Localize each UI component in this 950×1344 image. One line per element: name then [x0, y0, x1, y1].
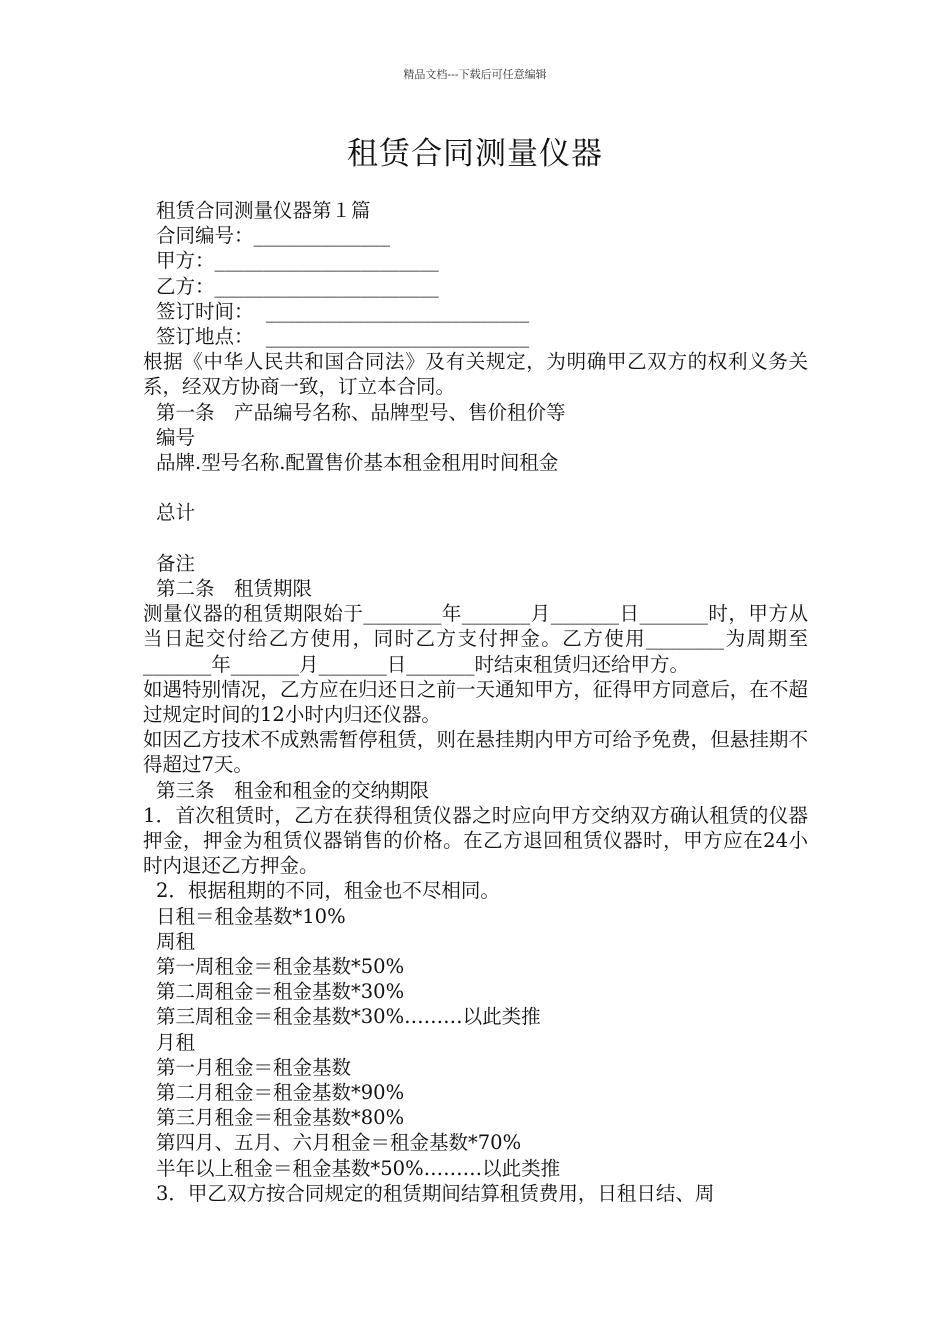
paragraph: 如遇特别情况，乙方应在归还日之前一天通知甲方，征得甲方同意后，在不超过规定时间的12小时内归还仪器。 — [143, 677, 808, 727]
paragraph: 1．首次租赁时，乙方在获得租赁仪器之时应向甲方交纳双方确认租赁的仪器押金，押金为租赁仪器销售的价格。在乙方退回租赁仪器时，甲方应在24小时内退还乙方押金。 — [143, 803, 808, 878]
paragraph: 测量仪器的租赁期限始于________年_______月_______日_______时，甲方从当日起交付给乙方使用，同时乙方支付押金。乙方使用________为周期至_______年_______月_______日_______时结束租赁归还给甲方。 — [143, 602, 808, 676]
blank-line — [143, 475, 808, 500]
text-line: 租赁合同测量仪器第１篇 — [156, 199, 371, 222]
text-line: 签订地点： ___________________________ — [156, 325, 530, 349]
blank-line — [143, 526, 808, 551]
text-line: 第一周租金＝租金基数*50% — [156, 955, 405, 979]
text-line: 编号 — [156, 425, 196, 449]
text-line: 品牌.型号名称.配置售价基本租金租用时间租金 — [156, 451, 559, 475]
text-line: 第一月租金＝租金基数 — [156, 1055, 352, 1079]
text-line: 第三周租金＝租金基数*30%………以此类推 — [156, 1005, 541, 1029]
text-line: 日租＝租金基数*10% — [156, 904, 346, 928]
text-line: 第二周租金＝租金基数*30% — [156, 980, 405, 1004]
text-line: 月租 — [156, 1030, 196, 1054]
document-body — [143, 198, 808, 1206]
text-line: 周租 — [156, 929, 196, 953]
document-title: 租赁合同测量仪器 — [347, 136, 603, 172]
text-line: 第二月租金＝租金基数*90% — [156, 1081, 405, 1105]
text-line: 2．根据租期的不同，租金也不尽相同。 — [156, 879, 500, 903]
paragraph: 如因乙方技术不成熟需暂停租赁，则在悬挂期内甲方可给予免费，但悬挂期不得超过7天。 — [143, 728, 808, 777]
text-line: 合同编号：______________ — [156, 224, 391, 248]
text-line: 备注 — [156, 551, 196, 575]
text-line: 甲方：_______________________ — [156, 249, 439, 273]
text-line: 签订时间： ___________________________ — [156, 299, 530, 323]
text-line: 3．甲乙双方按合同规定的租赁期间结算租赁费用，日租日结、周 — [156, 1181, 715, 1205]
text-line: 第一条 产品编号名称、品牌型号、售价租价等 — [156, 400, 566, 424]
text-line: 总计 — [156, 501, 196, 525]
text-line: 第四月、五月、六月租金＝租金基数*70% — [156, 1131, 522, 1155]
text-line: 第三月租金＝租金基数*80% — [156, 1106, 405, 1130]
text-line: 第二条 租赁期限 — [156, 577, 313, 601]
page-header: 精品文档---下载后可任意编辑 — [403, 68, 547, 81]
text-line: 半年以上租金＝租金基数*50%………以此类推 — [156, 1156, 561, 1180]
text-line: 第三条 租金和租金的交纳期限 — [156, 778, 430, 802]
text-line: 乙方：_______________________ — [156, 274, 439, 298]
paragraph: 根据《中华人民共和国合同法》及有关规定，为明确甲乙双方的权利义务关系，经双方协商一致，订立本合同。 — [143, 350, 808, 399]
